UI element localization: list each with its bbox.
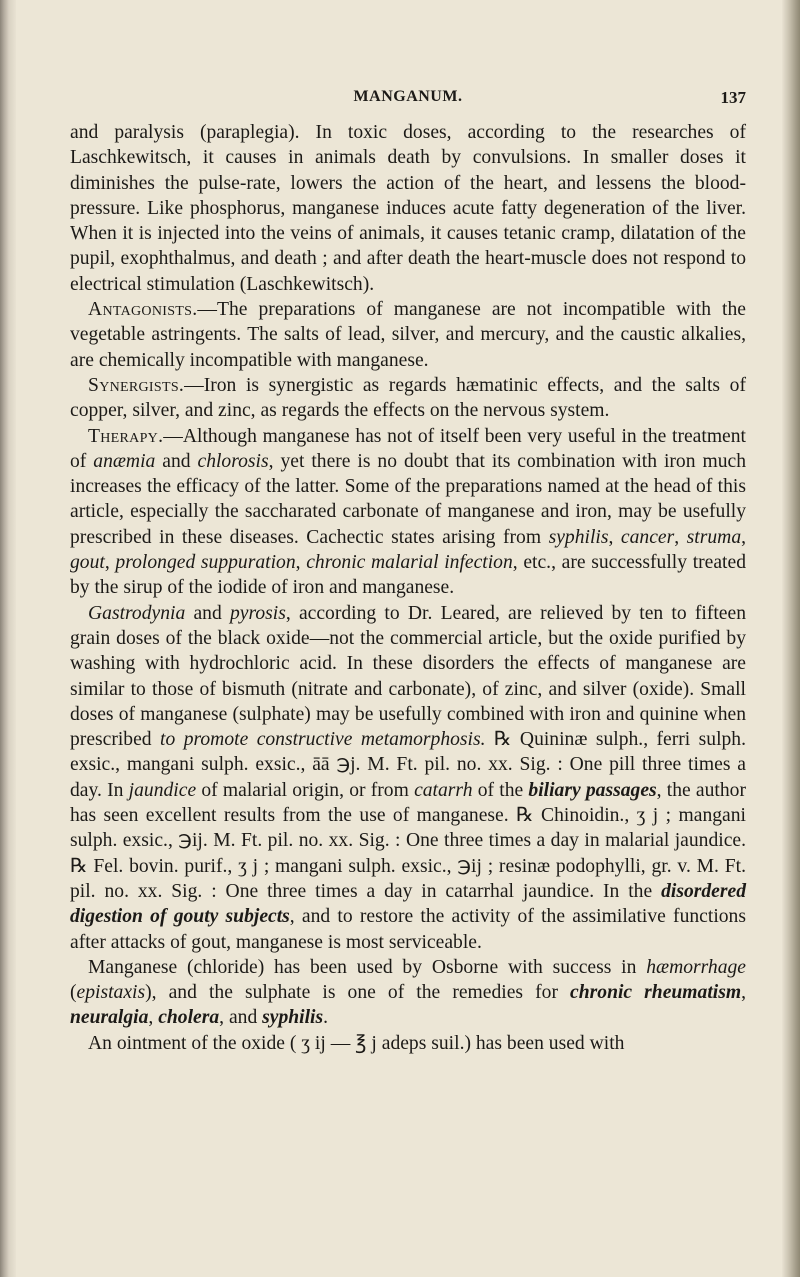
page-edge-shadow — [782, 0, 800, 1277]
text-run: , yet there is no doubt that its combination with iron much increases the efficacy of the latter. Some of the preparations named at the head of this article, especially the saccharated carbonate of manganese and iron, may be usefully prescribed in these diseases. Cachectic states arising from — [70, 450, 746, 548]
paragraph-antagonists-text: —The preparations of manganese are not incompatible with the vegetable astringents. The salts of lead, silver, and mercury, and the caustic alkalies, are chemically incompatible with manganese. — [70, 299, 746, 371]
text-run: , — [741, 526, 747, 548]
italic-term: chronic malarial infection — [306, 552, 513, 574]
text-run: , etc., are successfully treated by the sirup of the iodide of iron and manganese. — [70, 552, 746, 599]
italic-term: neuralgia — [70, 1007, 149, 1029]
text-run: of the — [472, 779, 529, 801]
paragraph-manganese-chloride — [70, 955, 746, 1031]
paragraph-synergists — [70, 373, 746, 424]
text-run: , — [741, 982, 746, 1004]
running-head — [70, 88, 746, 114]
paragraph-antagonists — [70, 297, 746, 373]
text-run: , — [104, 552, 116, 574]
italic-term: syphilis — [262, 1007, 324, 1029]
paragraph-therapy — [70, 424, 746, 601]
book-gutter-shadow — [0, 0, 16, 1277]
italic-term: biliary passages — [528, 779, 657, 801]
text-run: and — [155, 450, 198, 472]
paragraph-toxicology: and paralysis (paraplegia). In toxic doses, according to the researches of Laschkewitsch, it causes in animals death by convulsions. In smaller doses it diminishes the pulse-rate, lowers the action of the heart, and lessens the blood-pressure. Like phosphorus, manganese induces acute fatty degeneration of the liver. When it is injected into the veins of animals, it causes tetanic cramp, dilatation of the pupil, exophthalmus, and death ; and after death the heart-muscle does not respond to electrical stimulation (Laschkewitsch). — [70, 122, 746, 295]
text-run: —Although manganese has not of itself been very useful in the treatment of — [70, 425, 746, 472]
italic-term: syphilis — [548, 526, 609, 548]
text-run: and — [185, 602, 230, 624]
page-number: 137 — [720, 88, 746, 107]
italic-term: prolonged suppuration — [115, 552, 296, 574]
text-run: , according to Dr. Leared, are relieved by ten to fifteen grain doses of the black oxide—not the commercial article, but the oxide purified by washing with hydrochloric acid. In these disorders the effects of manganese are similar to those of bismuth (nitrate and carbonate), of zinc, and silver (oxide). Small doses of manganese (sulphate) may be usefully combined with iron and quinine when prescribed — [70, 602, 746, 751]
italic-term: epistaxis — [76, 982, 146, 1004]
paragraph-gastrodynia — [70, 601, 746, 955]
text-run: ℞ Quininæ sulph., ferri sulph. exsic., mangani sulph. exsic., āā ℈j. M. Ft. pil. no. xx. Sig. : One pill three times a day. In — [70, 729, 747, 801]
italic-term: cholera — [158, 1007, 220, 1029]
paragraph-synergists-text: —Iron is synergistic as regards hæmatinic effects, and the salts of copper, silver, and zinc, as regards the effects on the nervous system. — [70, 374, 746, 422]
section-lead-synergists: Synergists. — [88, 374, 185, 396]
text-run: , — [295, 552, 307, 574]
text-run: . — [323, 1007, 329, 1029]
italic-term: disordered digestion of gouty subjects — [70, 880, 746, 928]
running-title: MANGANUM. — [353, 88, 463, 105]
italic-term: hæmorrhage — [646, 956, 746, 978]
italic-term: chronic rheumatism — [570, 982, 742, 1004]
section-lead-therapy: Therapy. — [88, 425, 164, 447]
text-run: , the author has seen excellent results from the use of manganese. ℞ Chinoidin., ʒ j ; mangani sulph. exsic., ℈ij. M. Ft. pil. no. xx. Sig. : One three times a day in malarial jaundice. ℞ Fel. bovin. purif., ʒ j ; mangani sulph. exsic., ℈ij ; resinæ podophylli, gr. v. M. Ft. pil. no. xx. Sig. : One three times a day in catarrhal jaundice. In the — [70, 779, 746, 902]
body-text — [70, 120, 746, 1056]
text-run: ( — [70, 982, 77, 1004]
text-run: , — [608, 526, 621, 548]
italic-term: jaundice — [128, 779, 197, 801]
italic-term: pyrosis — [229, 602, 286, 624]
text-run: , and to restore the activity of the assimilative functions after attacks of gout, manganese is most serviceable. — [70, 906, 746, 953]
italic-term: gout — [70, 552, 105, 574]
italic-term: struma — [686, 526, 742, 548]
italic-term: anæmia — [93, 450, 156, 472]
text-run: ), and the sulphate is one of the remedies for — [145, 982, 571, 1004]
text-run: Manganese (chloride) has been used by Osborne with success in — [88, 956, 647, 978]
section-lead-antagonists: Antagonists. — [88, 299, 198, 321]
italic-term: catarrh — [414, 779, 473, 801]
text-run: , — [674, 526, 687, 548]
text-run: of malarial origin, or from — [196, 779, 415, 801]
italic-term: chlorosis — [197, 450, 269, 472]
paragraph-ointment: An ointment of the oxide ( ʒ ij — ℥ j adeps suil.) has been used with — [88, 1032, 625, 1054]
italic-term: Gastrodynia — [88, 602, 186, 624]
text-run: , and — [219, 1007, 263, 1029]
text-run: , — [148, 1007, 159, 1029]
italic-term: to promote constructive metamorphosis. — [160, 729, 486, 751]
book-page — [70, 88, 746, 1056]
italic-term: cancer — [620, 526, 675, 548]
